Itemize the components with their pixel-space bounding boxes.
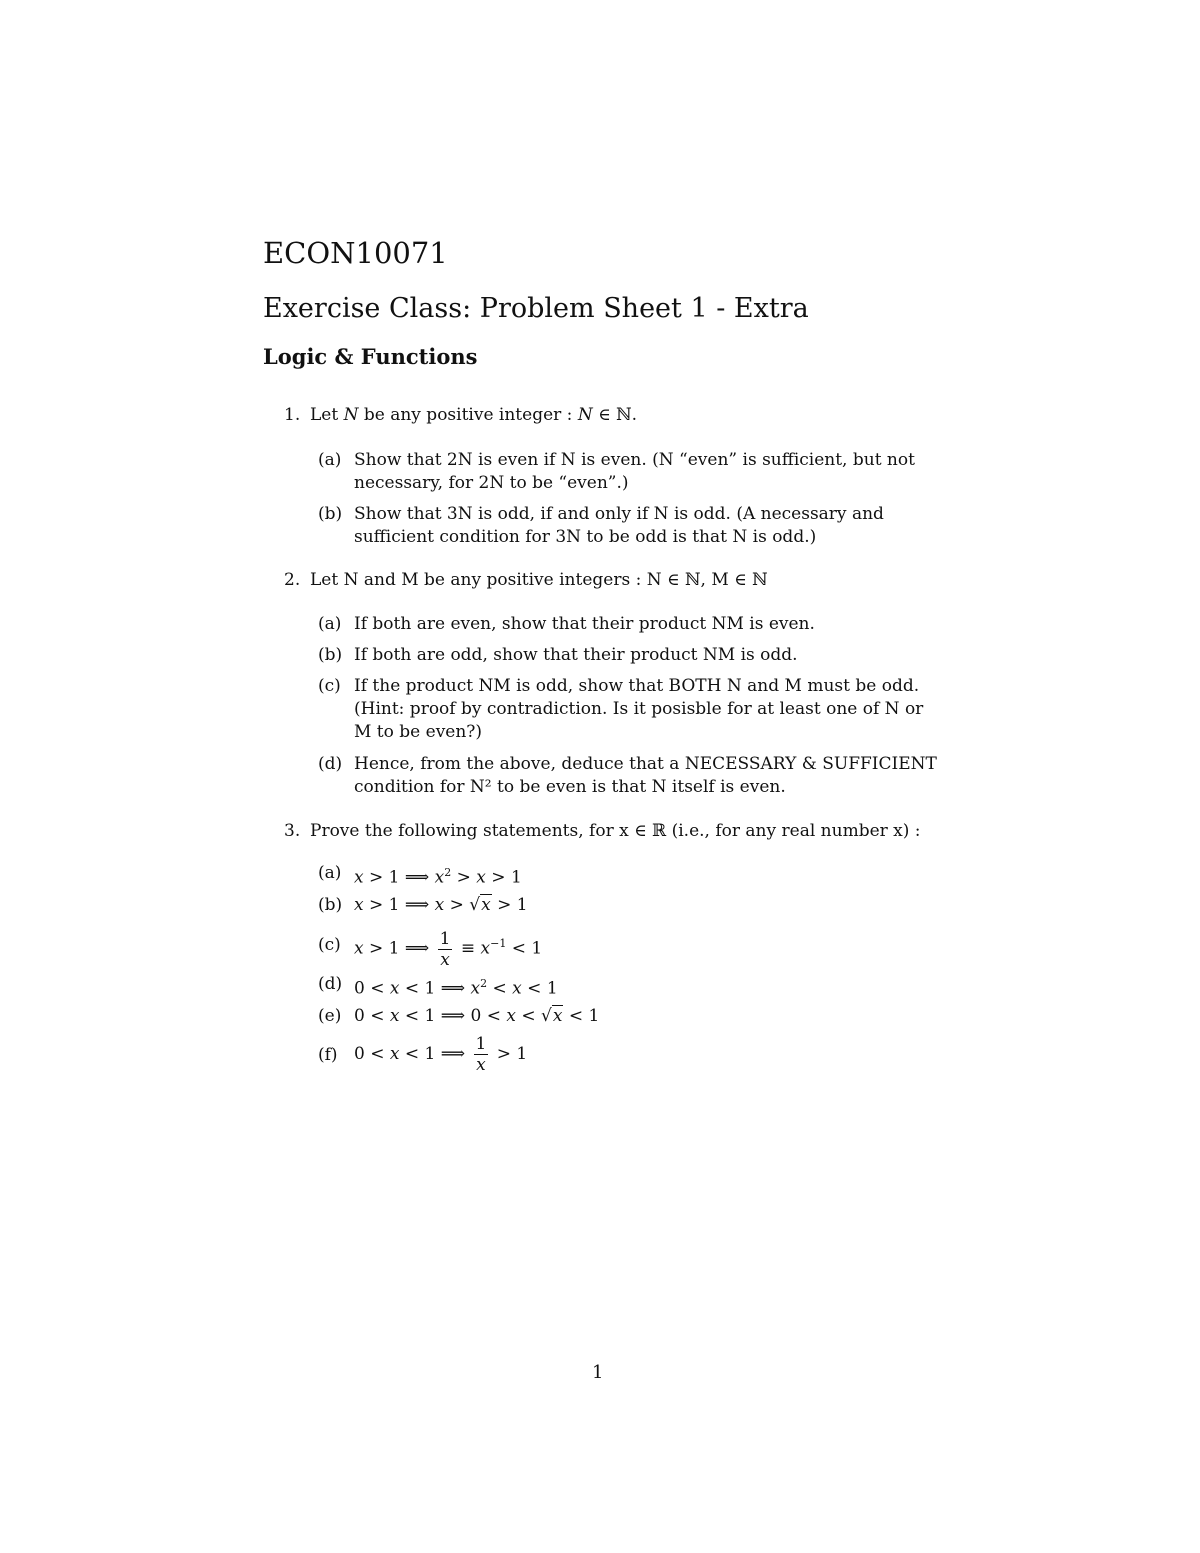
q3c-label: (c) xyxy=(318,935,341,955)
q2c-line3: M to be even?) xyxy=(354,722,483,742)
q2d-line2: condition for N² to be even is that N itself is even. xyxy=(354,777,786,797)
page-number: 1 xyxy=(592,1362,604,1383)
fraction-one-over-x: $\frac{1}{x}$ xyxy=(439,928,451,970)
q3c-formula: x > 1 ⟹ $\frac{1}{x}$ ≡ $x^{-1} < 1$ xyxy=(354,928,543,970)
q1a-label: (a) xyxy=(318,450,342,470)
q3e-formula: 0 < x < 1 ⟹ 0 < x < √x < 1 xyxy=(354,1006,600,1026)
q1a-line2: necessary, for 2N to be “even”.) xyxy=(354,473,629,493)
q2a-line1: If both are even, show that their product NM is even. xyxy=(354,614,815,634)
q3f-label: (f) xyxy=(318,1045,338,1065)
q1b-line1: Show that 3N is odd, if and only if N is odd. (A necessary and xyxy=(354,504,884,524)
course-code: ECON10071 xyxy=(263,236,448,270)
q3a-formula: x > 1 ⟹ $x^2 > x > 1$ xyxy=(354,866,522,888)
q2c-line1: If the product NM is odd, show that BOTH N and M must be odd. xyxy=(354,676,920,696)
q3b-formula: x > 1 ⟹ x > √x > 1 xyxy=(354,895,528,915)
q3-number: 3. xyxy=(284,821,301,841)
fraction-one-over-x: $\frac{1}{x}$ xyxy=(475,1034,487,1075)
q2b-line1: If both are odd, show that their product NM is odd. xyxy=(354,645,798,665)
q1b-line2: sufficient condition for 3N to be odd is that N is odd.) xyxy=(354,527,817,547)
q1a-line1: Show that 2N is even if N is even. (N “even” is sufficient, but not xyxy=(354,450,915,470)
q3d-label: (d) xyxy=(318,974,343,994)
q2b-label: (b) xyxy=(318,645,343,665)
q2c-label: (c) xyxy=(318,676,341,696)
q2c-line2: (Hint: proof by contradiction. Is it posisble for at least one of N or xyxy=(354,699,924,719)
q3d-formula: 0 < x < 1 ⟹ $x^2 < x < 1$ xyxy=(354,977,558,999)
q1-number: 1. xyxy=(284,405,301,425)
q3f-formula: 0 < x < 1 ⟹ $\frac{1}{x}$ > 1 xyxy=(354,1034,528,1075)
q3b-label: (b) xyxy=(318,895,343,915)
q2d-line1: Hence, from the above, deduce that a NECESSARY & SUFFICIENT xyxy=(354,754,937,774)
q2-number: 2. xyxy=(284,570,301,590)
section-heading: Logic & Functions xyxy=(263,344,478,369)
q3a-label: (a) xyxy=(318,863,342,883)
q3-stem: Prove the following statements, for x ∈ ℝ (i.e., for any real number x) : xyxy=(310,821,921,841)
q1-stem: Let N be any positive integer : N ∈ ℕ. xyxy=(310,405,638,425)
q2-stem: Let N and M be any positive integers : N ∈ ℕ, M ∈ ℕ xyxy=(310,570,768,590)
sheet-title: Exercise Class: Problem Sheet 1 - Extra xyxy=(263,293,809,324)
q1b-label: (b) xyxy=(318,504,343,524)
q2a-label: (a) xyxy=(318,614,342,634)
q3e-label: (e) xyxy=(318,1006,342,1026)
q2d-label: (d) xyxy=(318,754,343,774)
